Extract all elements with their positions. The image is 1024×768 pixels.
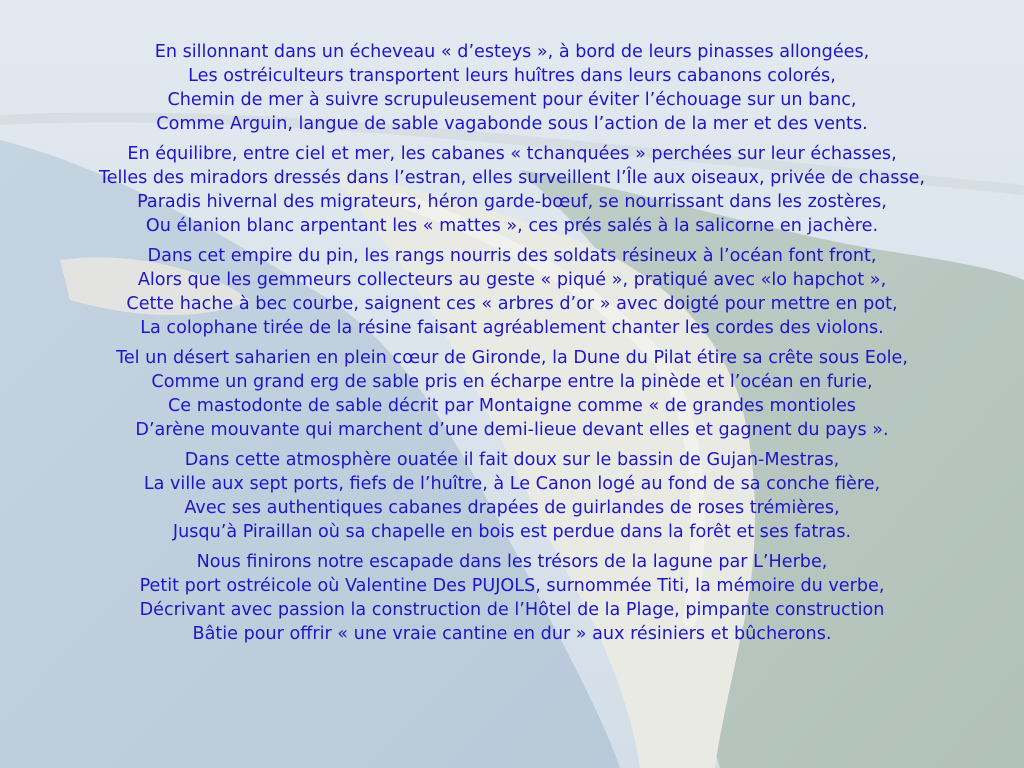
poem-line: En sillonnant dans un écheveau « d’esteys », à bord de leurs pinasses allongées,: [154, 42, 870, 62]
poem-line: Telles des miradors dressés dans l’estran, elles surveillent l’Île aux oiseaux, privée de chasse,: [98, 168, 926, 188]
stanza: [0, 244, 1024, 340]
poem-line: Avec ses authentiques cabanes drapées de guirlandes de roses trémières,: [184, 498, 840, 518]
poem-line: Petit port ostréicole où Valentine Des PUJOLS, surnommée Titi, la mémoire du verbe,: [139, 576, 885, 596]
stanza: [0, 346, 1024, 442]
poem-line: Dans cette atmosphère ouatée il fait doux sur le bassin de Gujan-Mestras,: [184, 450, 840, 470]
stanza: [0, 142, 1024, 238]
stanza: [0, 40, 1024, 136]
poem-line: En équilibre, entre ciel et mer, les cabanes « tchanquées » perchées sur leur échasses,: [127, 144, 897, 164]
poem-line: Ce mastodonte de sable décrit par Montaigne comme « de grandes montioles: [168, 396, 856, 416]
poem-line: Les ostréiculteurs transportent leurs huîtres dans leurs cabanons colorés,: [188, 66, 836, 86]
poem-line: Cette hache à bec courbe, saignent ces « arbres d’or » avec doigté pour mettre en pot,: [126, 294, 898, 314]
poem-line: La colophane tirée de la résine faisant agréablement chanter les cordes des violons.: [140, 318, 884, 338]
stanza: [0, 550, 1024, 646]
poem-text: [0, 40, 1024, 652]
poem-line: Comme Arguin, langue de sable vagabonde sous l’action de la mer et des vents.: [156, 114, 868, 134]
stanza: [0, 448, 1024, 544]
poem-line: Nous finirons notre escapade dans les trésors de la lagune par L’Herbe,: [196, 552, 828, 572]
poem-line: Ou élanion blanc arpentant les « mattes », ces prés salés à la salicorne en jachère.: [145, 216, 879, 236]
poem-line: Dans cet empire du pin, les rangs nourris des soldats résineux à l’océan font front,: [147, 246, 877, 266]
poem-line: Tel un désert saharien en plein cœur de Gironde, la Dune du Pilat étire sa crête sous Eole,: [116, 348, 908, 368]
poem-line: La ville aux sept ports, fiefs de l’huître, à Le Canon logé au fond de sa conche fière,: [143, 474, 881, 494]
poem-line: Jusqu’à Piraillan où sa chapelle en bois est perdue dans la forêt et ses fatras.: [172, 522, 852, 542]
poem-line: Alors que les gemmeurs collecteurs au geste « piqué », pratiqué avec «lo hapchot »,: [137, 270, 887, 290]
poem-line: Bâtie pour offrir « une vraie cantine en dur » aux résiniers et bûcherons.: [192, 624, 832, 644]
poem-line: Chemin de mer à suivre scrupuleusement pour éviter l’échouage sur un banc,: [167, 90, 857, 110]
poem-line: Paradis hivernal des migrateurs, héron garde-bœuf, se nourrissant dans les zostères,: [137, 192, 887, 212]
poem-line: Décrivant avec passion la construction de l’Hôtel de la Plage, pimpante construction: [139, 600, 885, 620]
poem-line: Comme un grand erg de sable pris en écharpe entre la pinède et l’océan en furie,: [151, 372, 873, 392]
poem-line: D’arène mouvante qui marchent d’une demi-lieue devant elles et gagnent du pays ».: [135, 420, 889, 440]
